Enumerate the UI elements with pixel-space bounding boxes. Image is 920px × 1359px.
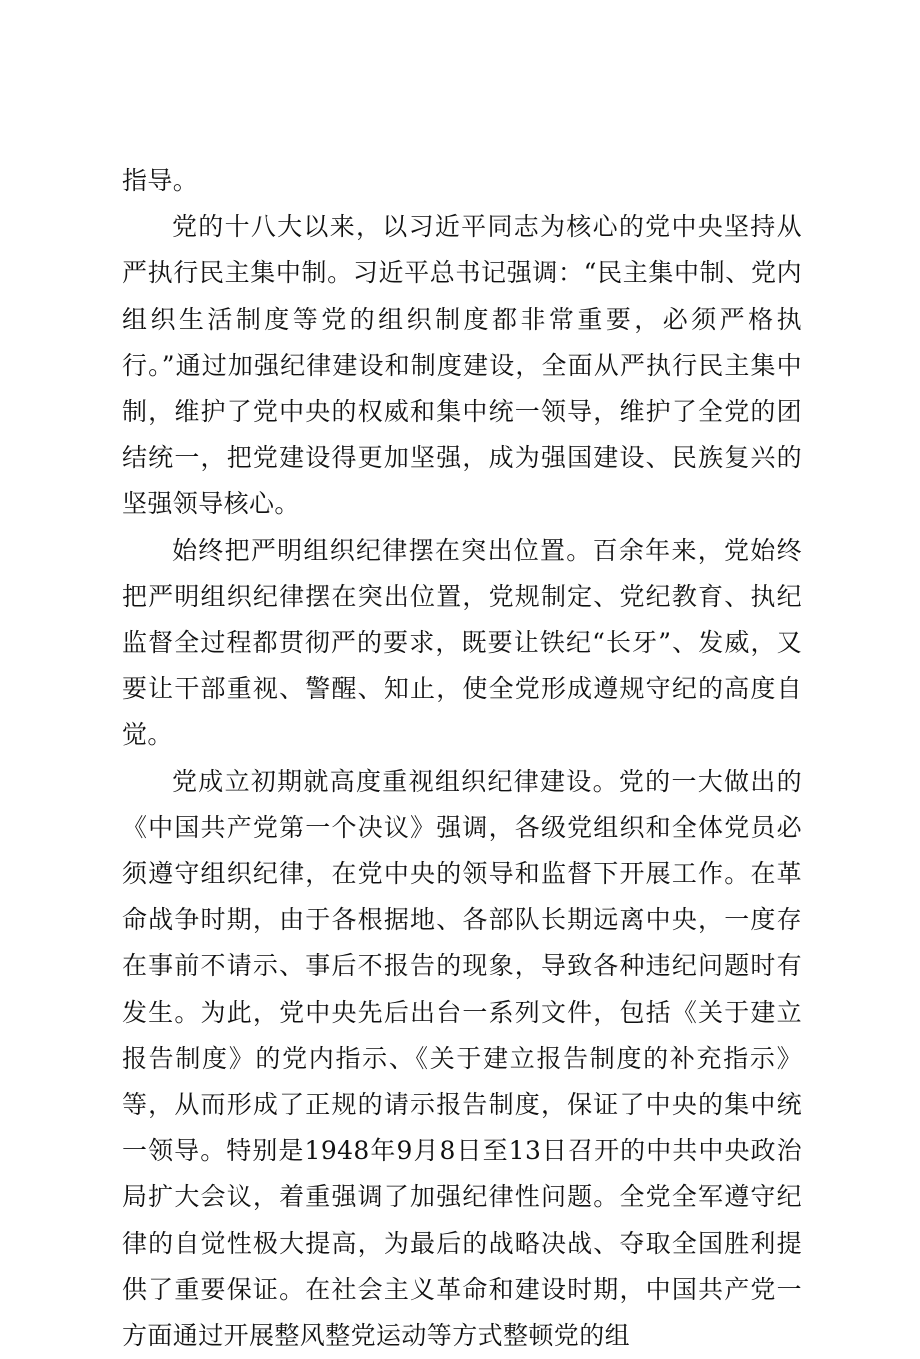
paragraph-continuation: 指导。 — [122, 166, 199, 195]
document-body — [122, 158, 802, 1359]
paragraph-early-party-history: 党成立初期就高度重视组织纪律建设。党的一大做出的《中国共产党第一个决议》强调，各级党组织和全体党员必须遵守组织纪律，在党中央的领导和监督下开展工作。在革命战争时期，由于各根据地、各部队长期远离中央，一度存在事前不请示、事后不报告的现象，导致各种违纪问题时有发生。为此，党中央先后出台一系列文件，包括《关于建立报告制度》的党内指示、《关于建立报告制度的补充指示》等，从而形成了正规的请示报告制度，保证了中央的集中统一领导。特别是1948年9月8日至13日召开的中共中央政治局扩大会议，着重强调了加强纪律性问题。全党全军遵守纪律的自觉性极大提高，为最后的战略决战、夺取全国胜利提供了重要保证。在社会主义革命和建设时期，中国共产党一方面通过开展整风整党运动等方式整顿党的组 — [122, 766, 802, 1351]
paragraph-democratic-centralism: 党的十八大以来，以习近平同志为核心的党中央坚持从严执行民主集中制。习近平总书记强调：“民主集中制、党内组织生活制度等党的组织制度都非常重要，必须严格执行。”通过加强纪律建设和制度建设，全面从严执行民主集中制，维护了党中央的权威和集中统一领导，维护了全党的团结统一，把党建设得更加坚强，成为强国建设、民族复兴的坚强领导核心。 — [122, 212, 802, 519]
paragraph-organizational-discipline: 始终把严明组织纪律摆在突出位置。百余年来，党始终把严明组织纪律摆在突出位置，党规制定、党纪教育、执纪监督全过程都贯彻严的要求，既要让铁纪“长牙”、发威，又要让干部重视、警醒、知止，使全党形成遵规守纪的高度自觉。 — [122, 535, 802, 750]
